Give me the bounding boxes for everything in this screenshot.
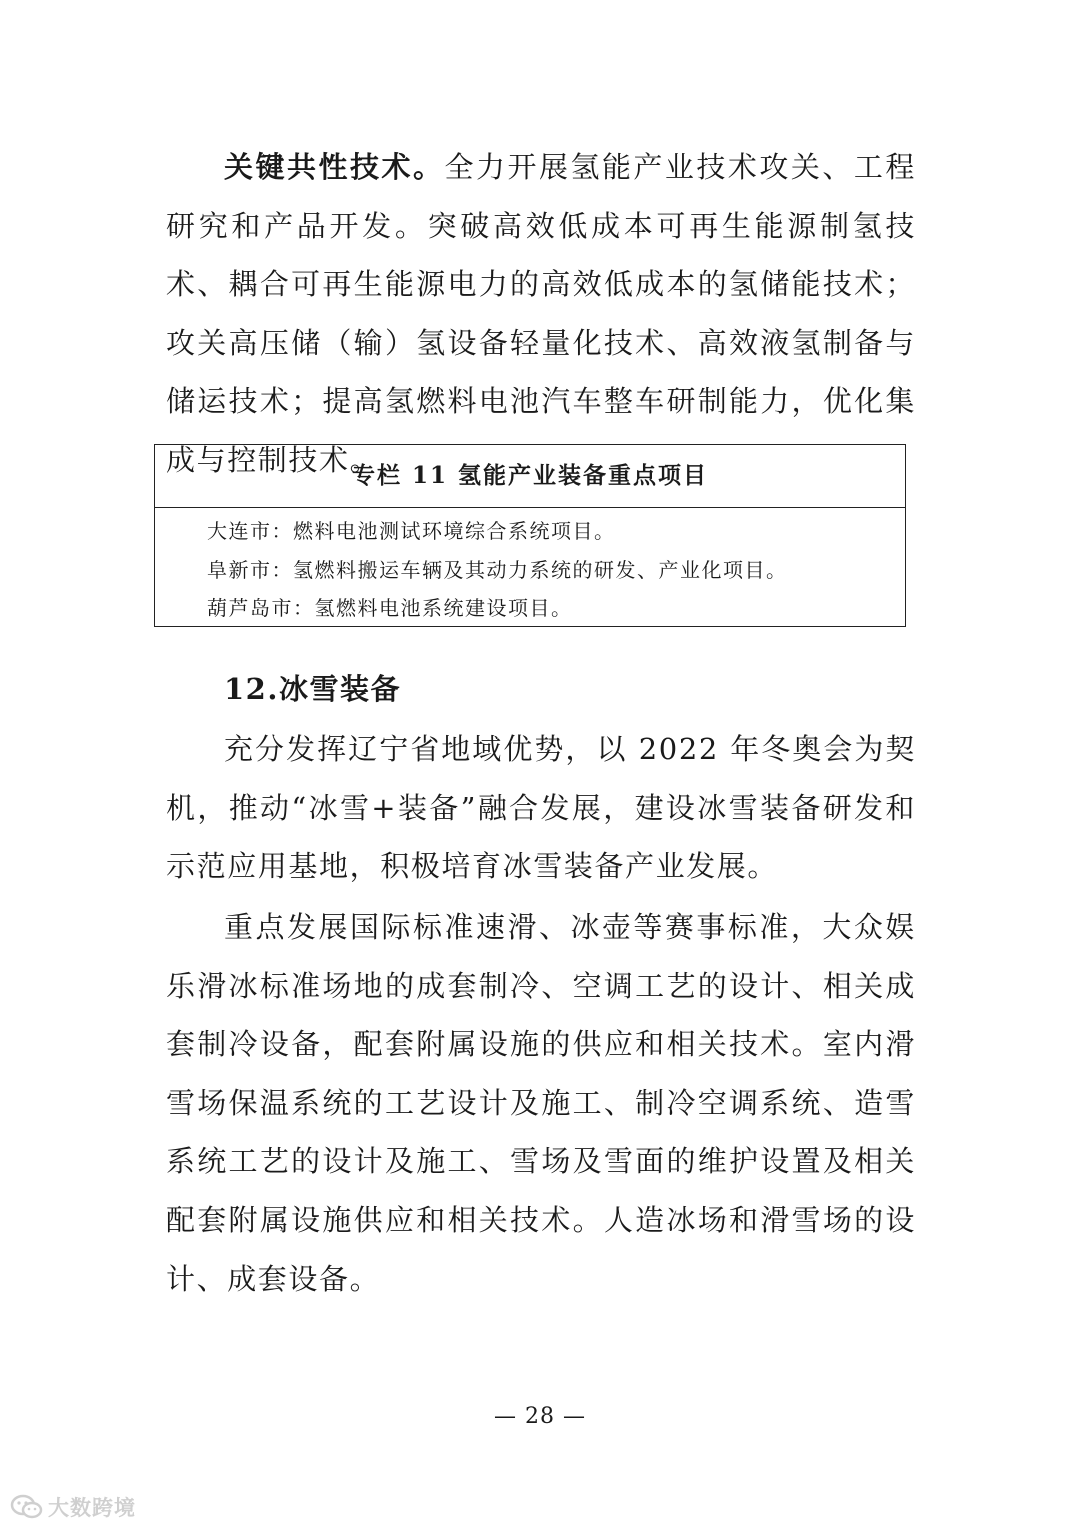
sidebar-box-item: 大连市：燃料电池测试环境综合系统项目。 [207, 519, 616, 543]
sidebar-box-item: 阜新市：氢燃料搬运车辆及其动力系统的研发、产业化项目。 [207, 557, 788, 582]
sidebar-box-title: 专栏 11 氢能产业装备重点项目 [155, 445, 905, 508]
intro-lead: 关键共性技术。 [224, 150, 445, 184]
watermark-text: 大数跨境 [48, 1496, 136, 1520]
sidebar-box-items [155, 508, 905, 628]
intro-text: 全力开展氢能产业技术攻关、工程研究和产品开发。突破高效低成本可再生能源制氢技术、耦合可再生能源电力的高效低成本的氢储能技术；攻关高压储（输）氢设备轻量化技术、高效液氢制备与储运技术；提高氢燃料电池汽车整车研制能力，优化集成与控制技术。 [166, 150, 916, 477]
section-paragraph-1: 充分发挥辽宁省地域优势，以 2022 年冬奥会为契机，推动“冰雪+装备”融合发展，建设冰雪装备研发和示范应用基地，积极培育冰雪装备产业发展。 [166, 732, 916, 884]
wechat-logo-icon [10, 1493, 44, 1521]
page-number: — 28 — [494, 1404, 586, 1429]
sidebar-box-item: 葫芦岛市：氢燃料电池系统建设项目。 [207, 596, 573, 620]
section-heading: 12.冰雪装备 [224, 672, 401, 706]
watermark [10, 1492, 136, 1522]
intro-paragraph [166, 138, 916, 490]
section-paragraph-2: 重点发展国际标准速滑、冰壶等赛事标准，大众娱乐滑冰标准场地的成套制冷、空调工艺的设计、相关成套制冷设备，配套附属设施的供应和相关技术。室内滑雪场保温系统的工艺设计及施工、制冷空调系统、造雪系统工艺的设计及施工、雪场及雪面的维护设置及相关配套附属设施供应和相关技术。人造冰场和滑雪场的设计、成套设备。 [166, 910, 916, 1296]
sidebar-box [154, 444, 906, 627]
